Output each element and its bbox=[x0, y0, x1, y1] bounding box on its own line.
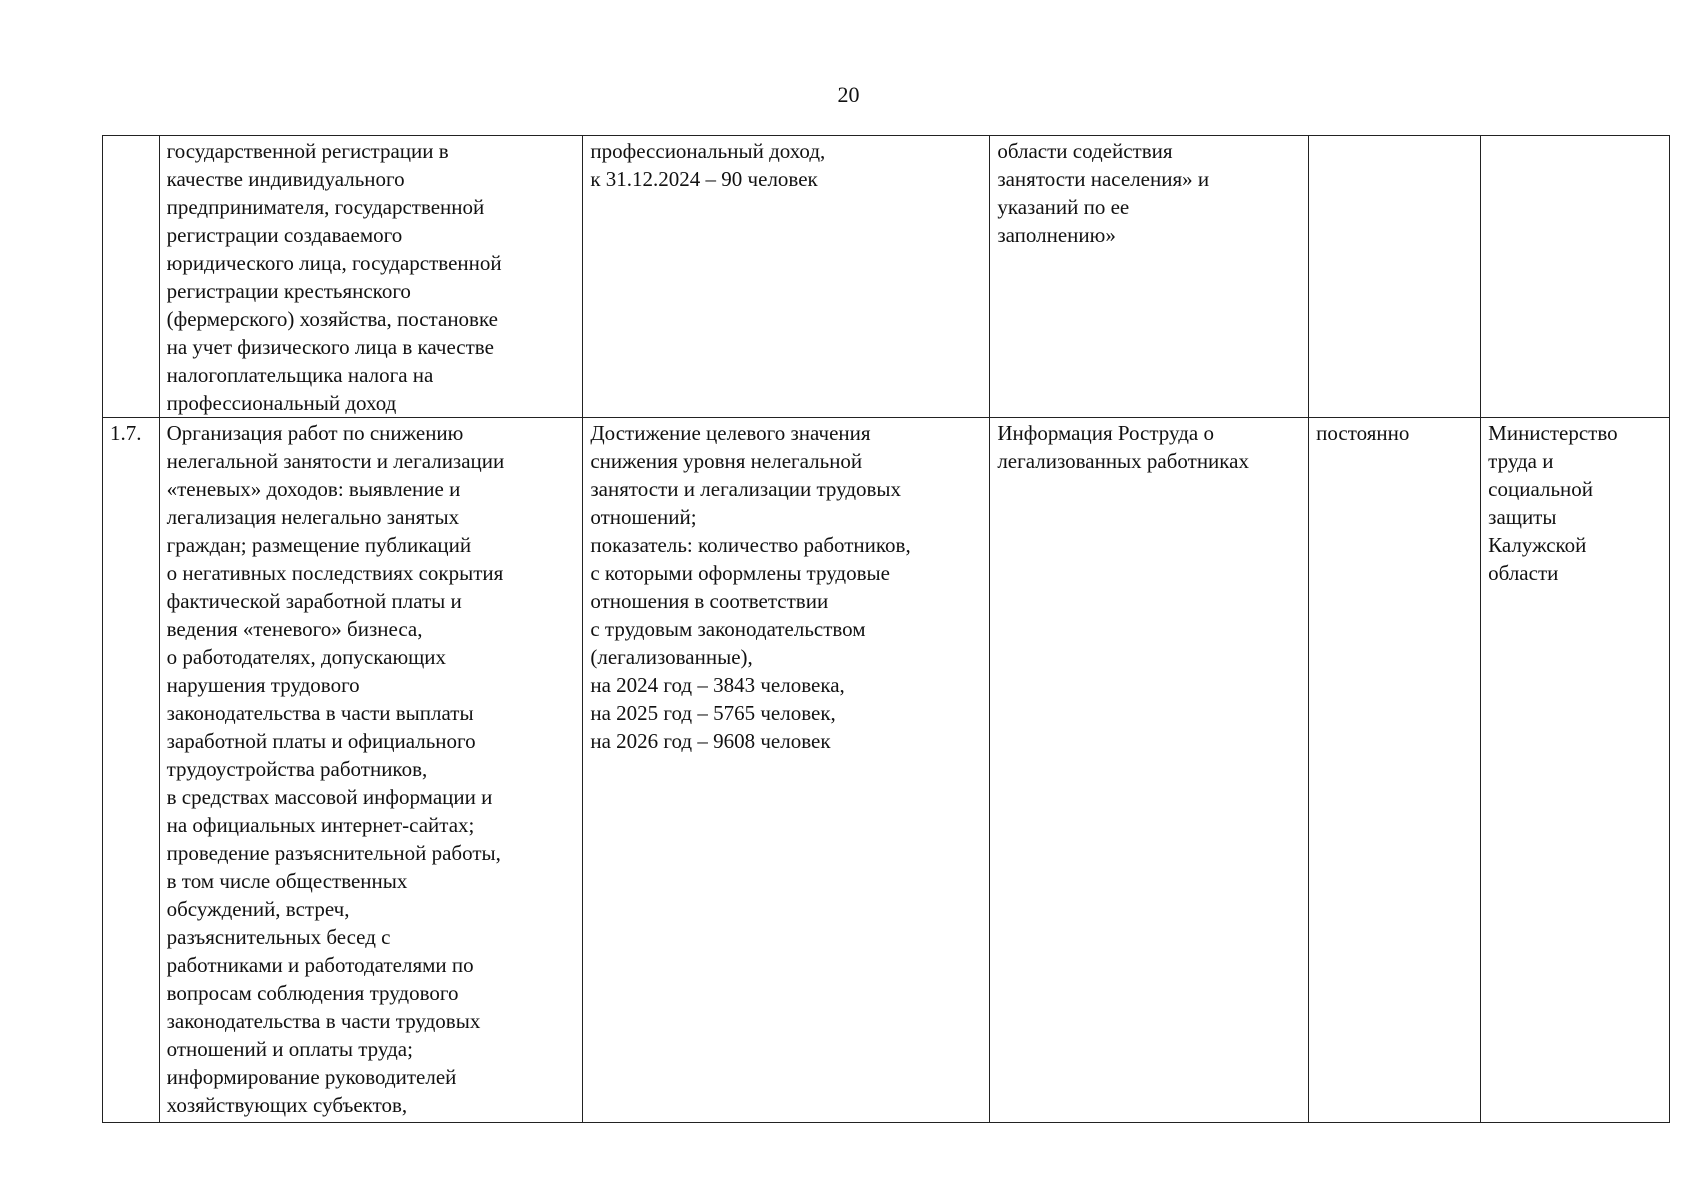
cell-result: профессиональный доход, к 31.12.2024 – 90 человек bbox=[583, 136, 990, 418]
cell-source: области содействия занятости населения» и указаний по ее заполнению» bbox=[990, 136, 1309, 418]
cell-executor bbox=[1481, 136, 1670, 418]
cell-term bbox=[1309, 136, 1481, 418]
table-row bbox=[103, 418, 1670, 1123]
cell-number bbox=[103, 136, 160, 418]
cell-activity: Организация работ по снижению нелегальной занятости и легализации «теневых» доходов: выявление и легализация нелегально занятых граждан; размещение публикаций о негативных последствиях сокрытия фактической заработной платы и ведения «теневого» бизнеса, о работодателях, допускающих нарушения трудового законодательства в части выплаты заработной платы и официального трудоустройства работников, в средствах массовой информации и на официальных интернет-сайтах; проведение разъяснительной работы, в том числе общественных обсуждений, встреч, разъяснительных бесед с работниками и работодателями по вопросам соблюдения трудового законодательства в части трудовых отношений и оплаты труда; информирование руководителей хозяйствующих субъектов, bbox=[159, 418, 583, 1123]
page-number: 20 bbox=[837, 82, 860, 107]
cell-executor: Министерство труда и социальной защиты Калужской области bbox=[1481, 418, 1670, 1123]
table-row bbox=[103, 136, 1670, 418]
measures-table bbox=[102, 135, 1670, 1123]
cell-source: Информация Роструда о легализованных работниках bbox=[990, 418, 1309, 1123]
cell-activity: государственной регистрации в качестве индивидуального предпринимателя, государственной регистрации создаваемого юридического лица, государственной регистрации крестьянского (фермерского) хозяйства, постановке на учет физического лица в качестве налогоплательщика налога на профессиональный доход bbox=[159, 136, 583, 418]
cell-number: 1.7. bbox=[103, 418, 160, 1123]
cell-result: Достижение целевого значения снижения уровня нелегальной занятости и легализации трудовых отношений; показатель: количество работников, с которыми оформлены трудовые отношения в соответствии с трудовым законодательством (легализованные), на 2024 год – 3843 человека, на 2025 год – 5765 человек, на 2026 год – 9608 человек bbox=[583, 418, 990, 1123]
cell-term: постоянно bbox=[1309, 418, 1481, 1123]
